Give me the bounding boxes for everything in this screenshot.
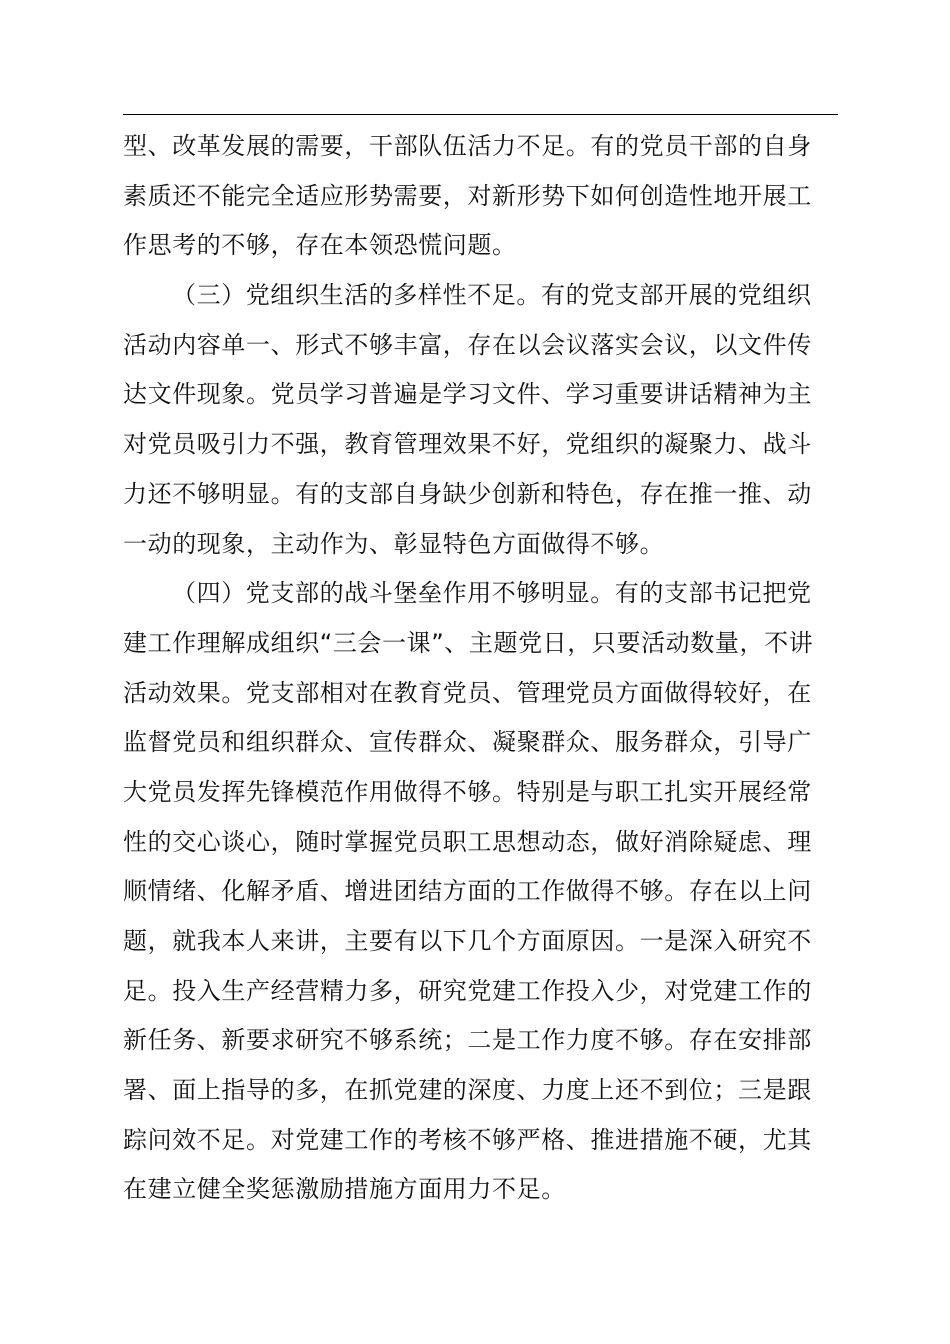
text-line: 作思考的不够，存在本领恐慌问题。 [123,231,517,260]
text-line: 达文件现象。党员学习普遍是学习文件、学习重要讲话精神为主 [123,380,812,409]
text-line: 型、改革发展的需要，干部队伍活力不足。有的党员干部的自身 [123,132,812,160]
text-line: 在建立健全奖惩激励措施方面用力不足。 [123,1175,566,1204]
text-line: 活动内容单一、形式不够丰富，存在以会议落实会议，以文件传 [123,330,812,359]
text-line: 活动效果。党支部相对在教育党员、管理党员方面做得较好，在 [123,678,812,707]
text-line: 顺情绪、化解矛盾、增进团结方面的工作做得不够。存在以上问 [123,877,812,906]
text-line: 署、面上指导的多，在抓党建的深度、力度上还不到位；三是跟 [123,1076,812,1105]
body-text [123,122,838,1215]
text-line: 题，就我本人来讲，主要有以下几个方面原因。一是深入研究不 [123,927,812,955]
text-line: 性的交心谈心，随时掌握党员职工思想动态，做好消除疑虑、理 [123,827,812,856]
section-heading-line: （四）党支部的战斗堡垒作用不够明显。有的支部书记把党 [172,579,812,608]
header-rule [123,114,838,115]
text-line: 新任务、新要求研究不够系统；二是工作力度不够。存在安排部 [123,1026,812,1055]
text-line: 素质还不能完全适应形势需要，对新形势下如何创造性地开展工 [123,181,812,210]
text-line: 力还不够明显。有的支部自身缺少创新和特色，存在推一推、动 [123,479,812,508]
section-heading-line: （三）党组织生活的多样性不足。有的党支部开展的党组织 [172,281,812,310]
text-line: 一动的现象，主动作为、彰显特色方面做得不够。 [123,529,665,558]
text-line: 对党员吸引力不强，教育管理效果不好，党组织的凝聚力、战斗 [123,430,812,459]
text-line: 大党员发挥先锋模范作用做得不够。特别是与职工扎实开展经常 [123,777,812,806]
text-line: 足。投入生产经营精力多，研究党建工作投入少，对党建工作的 [123,976,812,1005]
text-line: 建工作理解成组织“三会一课”、主题党日，只要活动数量，不讲 [123,628,814,657]
text-line: 踪问效不足。对党建工作的考核不够严格、推进措施不硬，尤其 [123,1125,812,1154]
text-line: 监督党员和组织群众、宣传群众、凝聚群众、服务群众，引导广 [123,728,812,757]
